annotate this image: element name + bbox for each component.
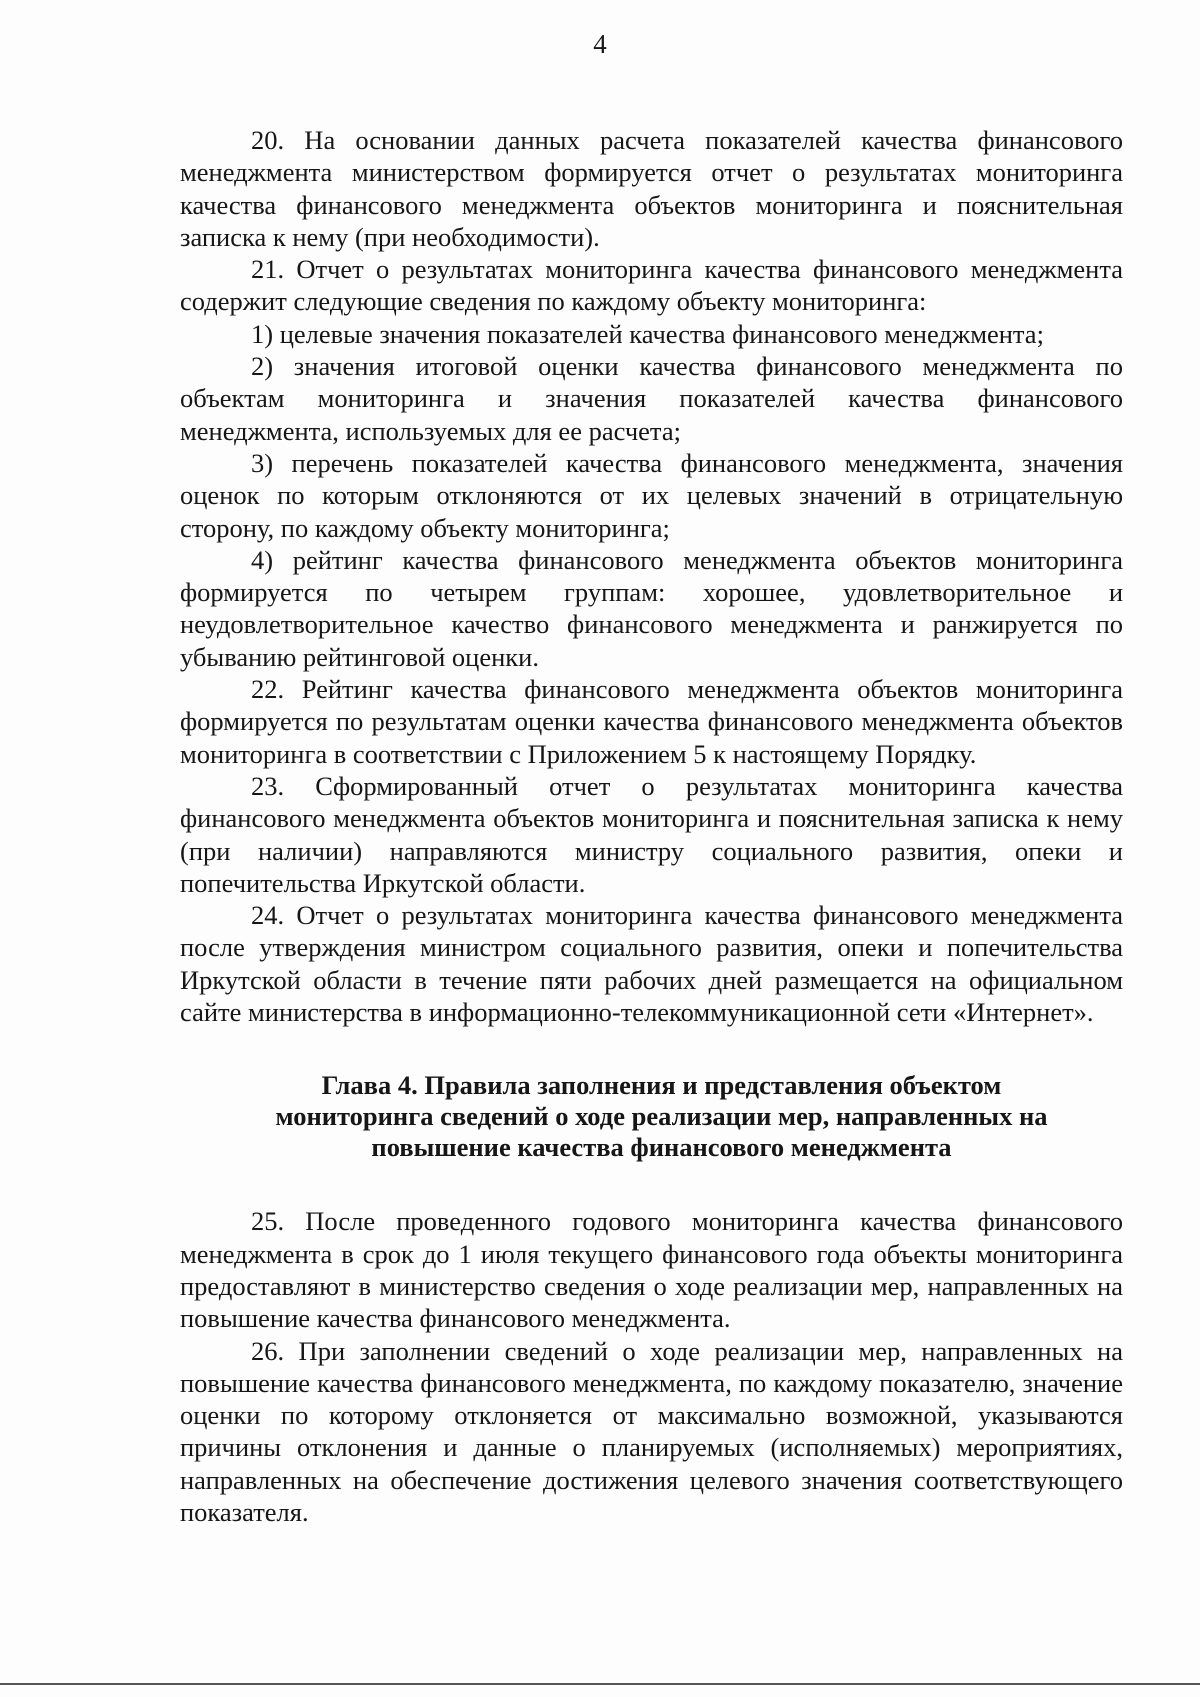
paragraph-23: 23. Сформированный отчет о результатах мониторинга качества финансового менеджмента объектов мониторинга и пояснительная записка к нему (при наличии) направляются министру социального развития, опеки и попечительства Иркутской области. xyxy=(180,770,1123,898)
document-body xyxy=(180,124,1123,1528)
paragraph-24: 24. Отчет о результатах мониторинга качества финансового менеджмента после утверждения министром социального развития, опеки и попечительства Иркутской области в течение пяти рабочих дней размещается на официальном сайте министерства в информационно-телекоммуникационной сети «Интернет». xyxy=(180,900,1123,1028)
paragraph-20: 20. На основании данных расчета показателей качества финансового менеджмента министерством формируется отчет о результатах мониторинга качества финансового менеджмента объектов мониторинга и пояснительная записка к нему (при необходимости). xyxy=(180,125,1123,252)
bottom-rule xyxy=(0,1683,1200,1685)
page-number: 4 xyxy=(593,29,607,59)
list-item-4: 4) рейтинг качества финансового менеджмента объектов мониторинга формируется по четырем группам: хорошее, удовлетворительное и неудовлетворительное качество финансового менеджмента и ранжируется по убыванию рейтинговой оценки. xyxy=(180,544,1123,672)
paragraph-25: 25. После проведенного годового мониторинга качества финансового менеджмента в срок до 1 июля текущего финансового года объекты мониторинга предоставляют в министерство сведения о ходе реализации мер, направленных на повышение качества финансового менеджмента. xyxy=(180,1206,1123,1334)
list-item-1: 1) целевые значения показателей качества финансового менеджмента; xyxy=(251,318,1044,349)
paragraph-22: 22. Рейтинг качества финансового менеджмента объектов мониторинга формируется по результатам оценки качества финансового менеджмента объектов мониторинга в соответствии с Приложением 5 к настоящему Порядку. xyxy=(180,674,1123,769)
list-item-2: 2) значения итоговой оценки качества финансового менеджмента по объектам мониторинга и значения показателей качества финансового менеджмента, используемых для ее расчета; xyxy=(180,351,1123,446)
chapter-heading: Глава 4. Правила заполнения и представления объектом мониторинга сведений о ходе реализации мер, направленных на повышение качества финансового менеджмента xyxy=(275,1070,1048,1163)
paragraph-26: 26. При заполнении сведений о ходе реализации мер, направленных на повышение качества финансового менеджмента, по каждому показателю, значение оценки по которому отклоняется от максимально возможной, указываются причины отклонения и данные о планируемых (исполняемых) мероприятиях, направленных на обеспечение достижения целевого значения соответствующего показателя. xyxy=(180,1335,1123,1527)
list-item-3: 3) перечень показателей качества финансового менеджмента, значения оценок по которым отклоняются от их целевых значений в отрицательную сторону, по каждому объекту мониторинга; xyxy=(180,447,1123,543)
paragraph-21: 21. Отчет о результатах мониторинга качества финансового менеджмента содержит следующие сведения по каждому объекту мониторинга: xyxy=(180,254,1123,317)
